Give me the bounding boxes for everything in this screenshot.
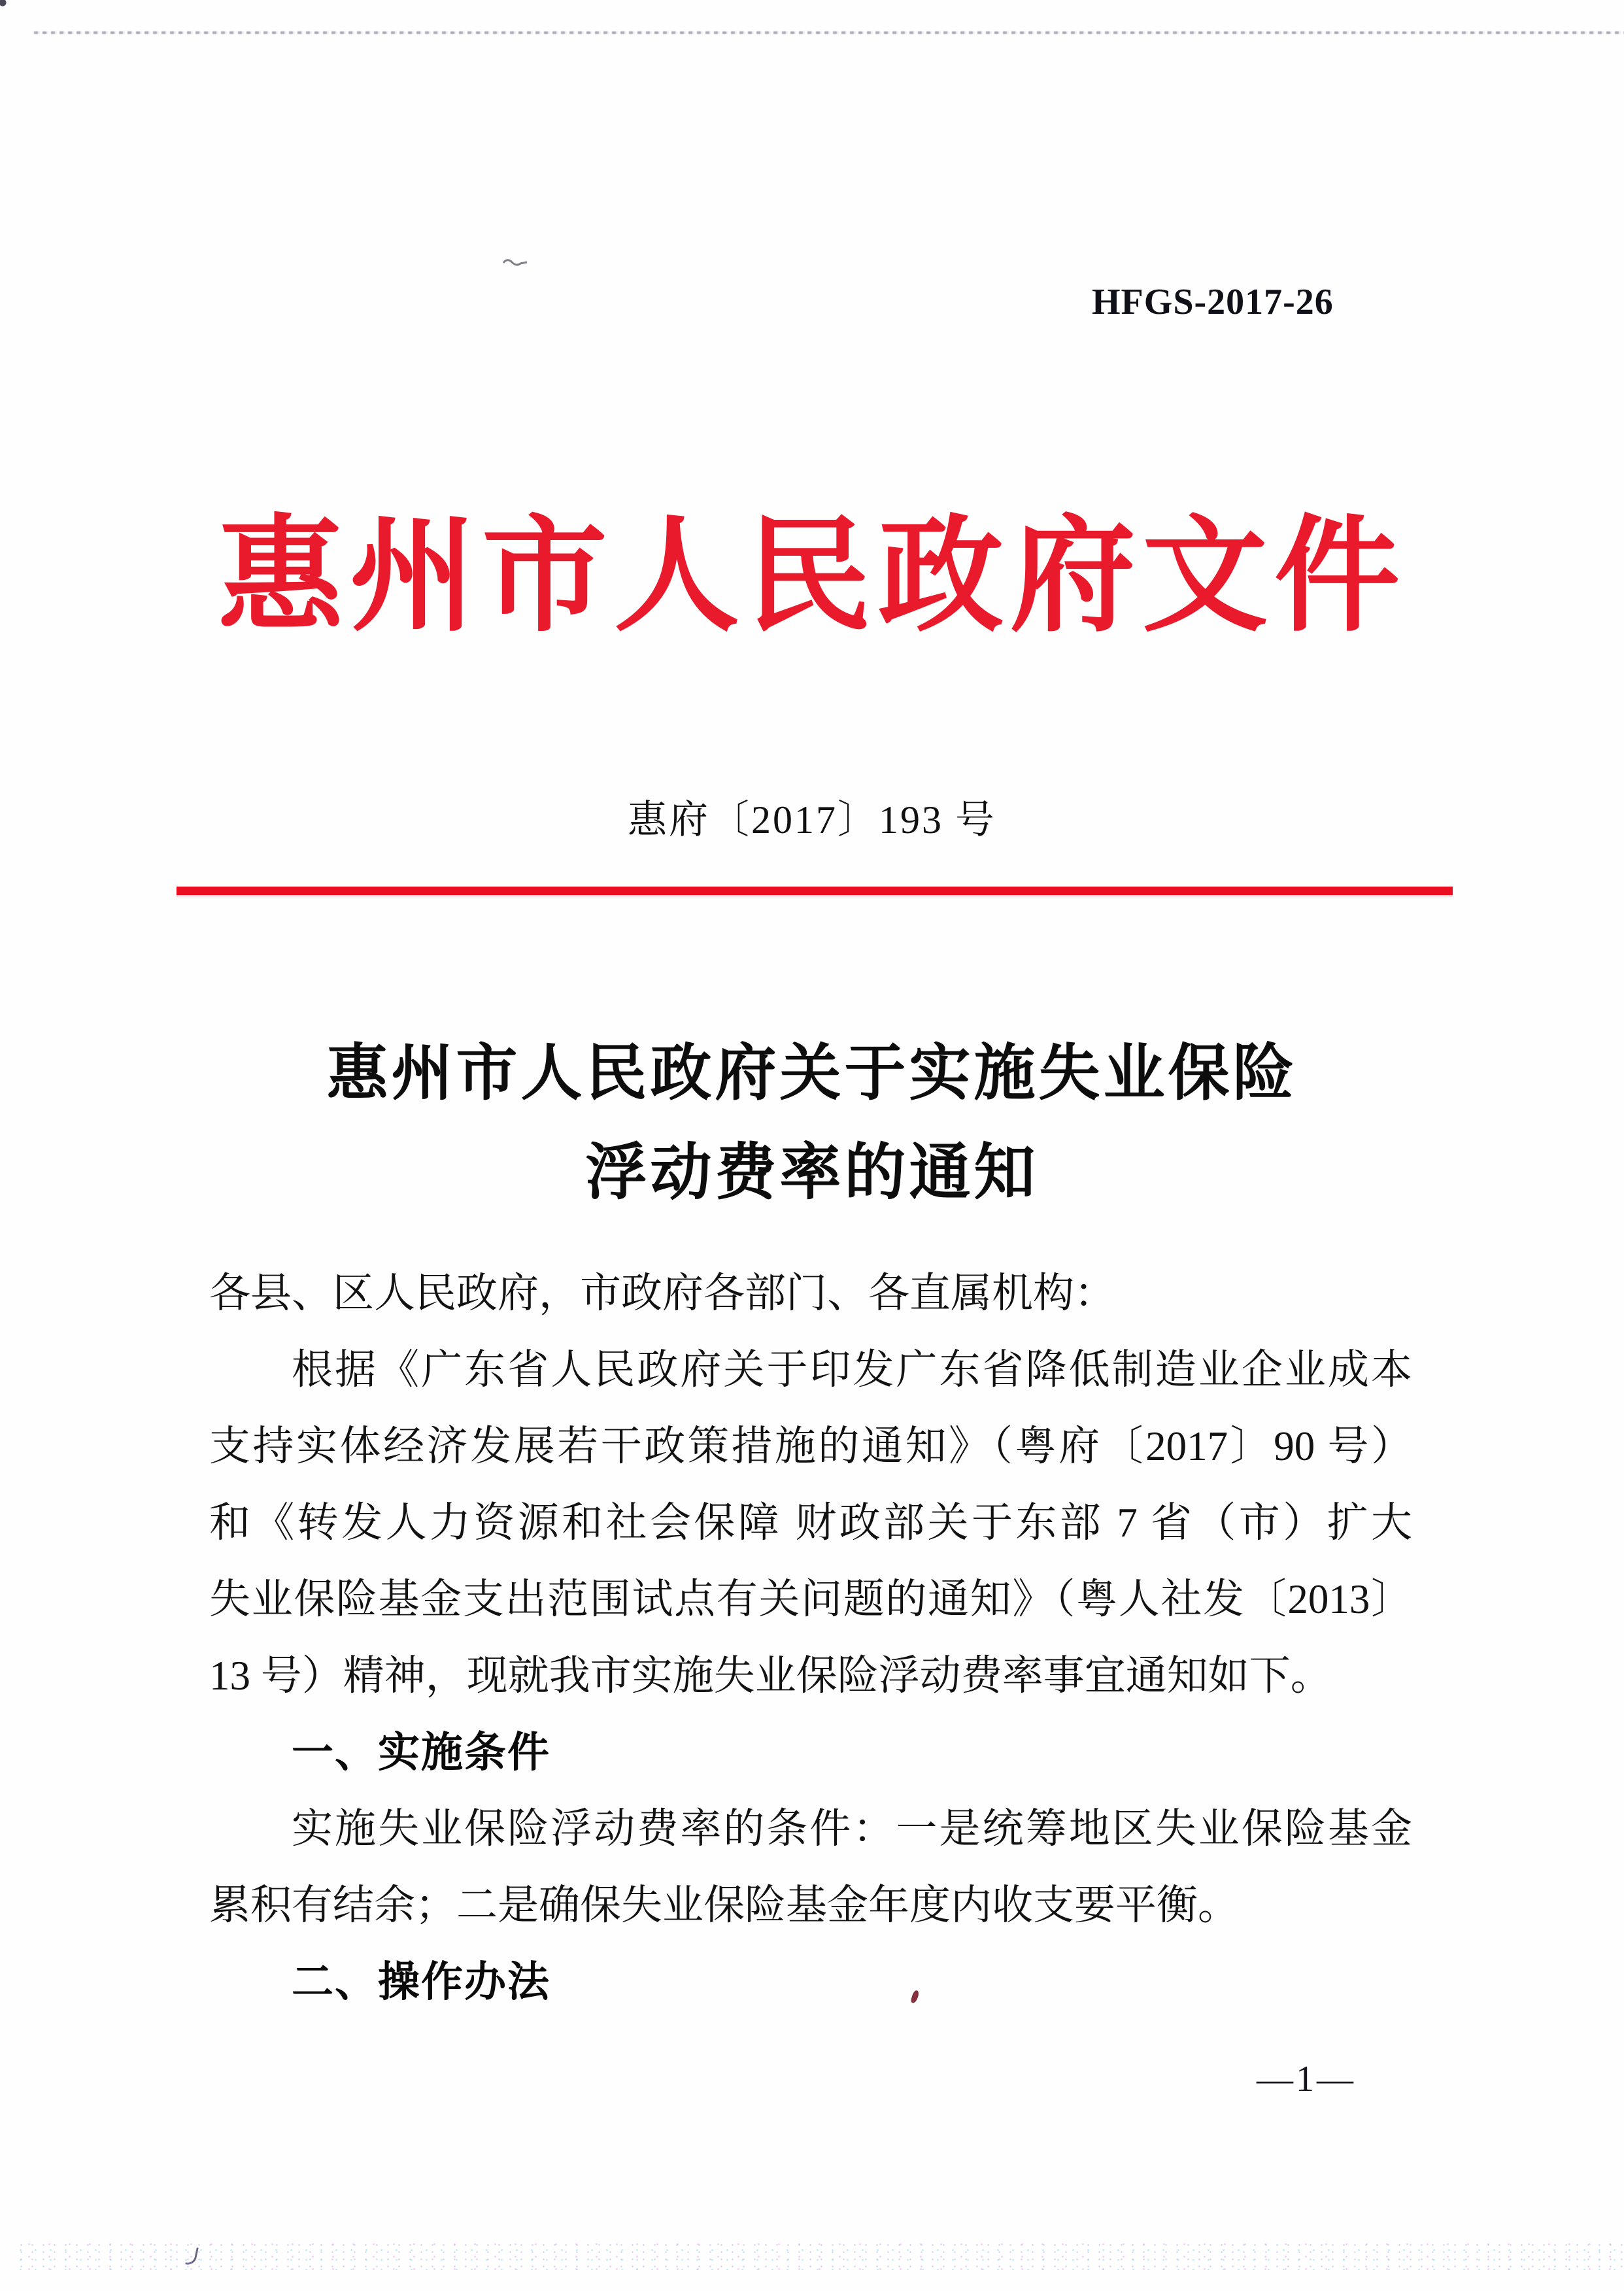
page-number: —1— [1257, 2059, 1356, 2099]
section-heading: 一、实施条件 [292, 1729, 550, 1776]
document-title-line1: 惠州市人民政府关于实施失业保险 [326, 1040, 1298, 1108]
tilde-squiggle [502, 256, 528, 268]
body-line: 失业保险基金支出范围试点有关问题的通知》（粤人社发〔2013〕 [209, 1576, 1412, 1622]
scan-artifact-bottom-noise-band [13, 2241, 1624, 2270]
agency-banner-title: 惠州市人民政府文件 [218, 507, 1406, 647]
body-line: 累积有结余；二是确保失业保险基金年度内收支要平衡。 [209, 1882, 1239, 1928]
section-heading: 二、操作办法 [292, 1959, 550, 2005]
doc-code: HFGS-2017-26 [1092, 282, 1334, 322]
red-divider-rule [177, 887, 1453, 895]
scan-artifact-top-speckle-line [34, 31, 1624, 34]
body-line: 13 号）精神，现就我市实施失业保险浮动费率事宜通知如下。 [209, 1653, 1332, 1699]
doc-number: 惠府〔2017〕193 号 [628, 798, 996, 841]
body-line: 和《转发人力资源和社会保障 财政部关于东部 7 省（市）扩大 [209, 1500, 1412, 1546]
scan-artifact-tilde-mark [502, 256, 528, 268]
scan-artifact-corner-mark [0, 0, 10, 10]
document-title-line2: 浮动费率的通知 [585, 1139, 1039, 1207]
document-body [209, 1255, 1412, 2020]
document-title [0, 1024, 1624, 1223]
body-line: 支持实体经济发展若干政策措施的通知》（粤府〔2017〕90 号） [209, 1423, 1412, 1469]
body-paragraphs [209, 1332, 1412, 2020]
salutation-line: 各县、区人民政府，市政府各部门、各直属机构： [209, 1270, 1115, 1316]
body-line: 根据《广东省人民政府关于印发广东省降低制造业企业成本 [292, 1347, 1412, 1393]
body-line: 实施失业保险浮动费率的条件：一是统筹地区失业保险基金 [292, 1806, 1412, 1852]
